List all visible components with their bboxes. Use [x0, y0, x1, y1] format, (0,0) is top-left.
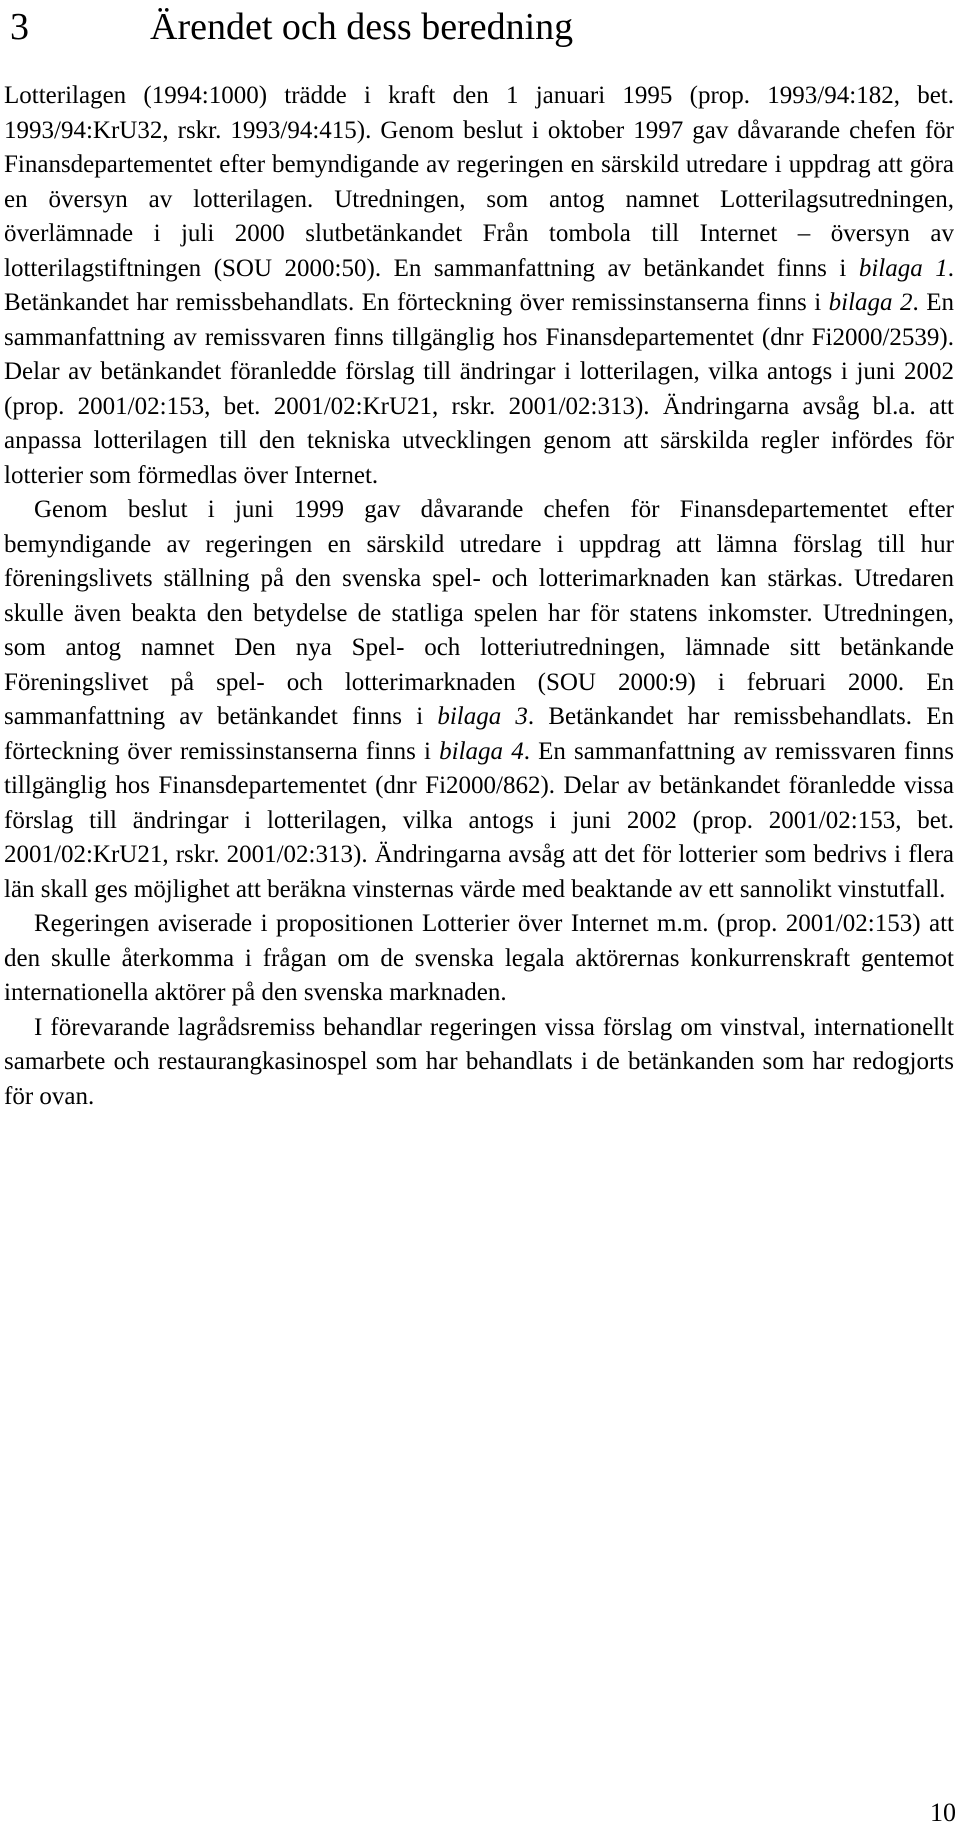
- paragraph-lotterilagen: Lotterilagen (1994:1000) trädde i kraft den 1 januari 1995 (prop. 1993/94:182, bet. 1993/94:KrU32, rskr. 1993/94:415). Genom beslut i oktober 1997 gav dåvarande chefen för Finansdepartementet efter bemyndigande av regeringen en särskild utredare i uppdrag att göra en översyn av lotterilagen. Utredningen, som antog namnet Lotterilagsutredningen, överlämnade i juli 2000 slutbetänkandet Från tombola till Internet – översyn av lotterilagstiftningen (SOU 2000:50). En sammanfattning av betänkandet finns i bilaga 1. Betänkandet har remissbehandlats. En förteckning över remissinstanserna finns i bilaga 2. En sammanfattning av remissvaren finns tillgänglig hos Finansdepartementet (dnr Fi2000/2539). Delar av betänkandet föranledde förslag till ändringar i lotterilagen, vilka antogs i juni 2002 (prop. 2001/02:153, bet. 2001/02:KrU21, rskr. 2001/02:313). Ändringarna avsåg bl.a. att anpassa lotterilagen till den tekniska utvecklingen genom att särskilda regler infördes för lotterier som förmedlas över Internet.: [4, 82, 954, 489]
- section-title: Ärendet och dess beredning: [150, 6, 574, 48]
- body-text: [4, 79, 954, 1114]
- reference-bilaga-4: bilaga 4: [439, 737, 524, 765]
- paragraph-proposition: Regeringen aviserade i propositionen Lotterier över Internet m.m. (prop. 2001/02:153) att den skulle återkomma i frågan om de svenska legala aktörernas konkurrenskraft gentemot internationella aktörer på den svenska marknaden.: [4, 910, 954, 1006]
- paragraph-lagradsremiss: I förevarande lagrådsremiss behandlar regeringen vissa förslag om vinstval, internationellt samarbete och restaurangkasinospel som har behandlats i de betänkanden som har redogjorts för ovan.: [4, 1013, 954, 1110]
- section-heading: [10, 4, 950, 50]
- reference-bilaga-2: bilaga 2: [828, 289, 913, 316]
- page-number: 10: [930, 1798, 956, 1827]
- reference-bilaga-1: bilaga 1: [858, 254, 948, 282]
- paragraph-foreningslivet: Genom beslut i juni 1999 gav dåvarande chefen för Finansdepartementet efter bemyndigande av regeringen en särskild utredare i uppdrag att lämna förslag till hur föreningslivets ställning på den svenska spel- och lotterimarknaden kan stärkas. Utredaren skulle även beakta den betydelse de statliga spelen har för statens inkomster. Utredningen, som antog namnet Den nya Spel- och lotteriutredningen, lämnade sitt betänkande Föreningslivet på spel- och lotterimarknaden (SOU 2000:9) i februari 2000. En sammanfattning av betänkandet finns i bilaga 3. Betänkandet har remissbehandlats. En förteckning över remissinstanserna finns i bilaga 4. En sammanfattning av remissvaren finns tillgänglig hos Finansdepartementet (dnr Fi2000/862). Delar av betänkandet föranledde vissa förslag till ändringar i lotterilagen, vilka antogs i juni 2002 (prop. 2001/02:153, bet. 2001/02:KrU21, rskr. 2001/02:313). Ändringarna avsåg att det för lotterier som bedrivs i flera län skall ges möjlighet att beräkna vinsternas värde med beaktande av ett sannolikt vinstutfall.: [4, 496, 954, 903]
- section-number: 3: [10, 6, 29, 48]
- reference-bilaga-3: bilaga 3: [437, 703, 528, 730]
